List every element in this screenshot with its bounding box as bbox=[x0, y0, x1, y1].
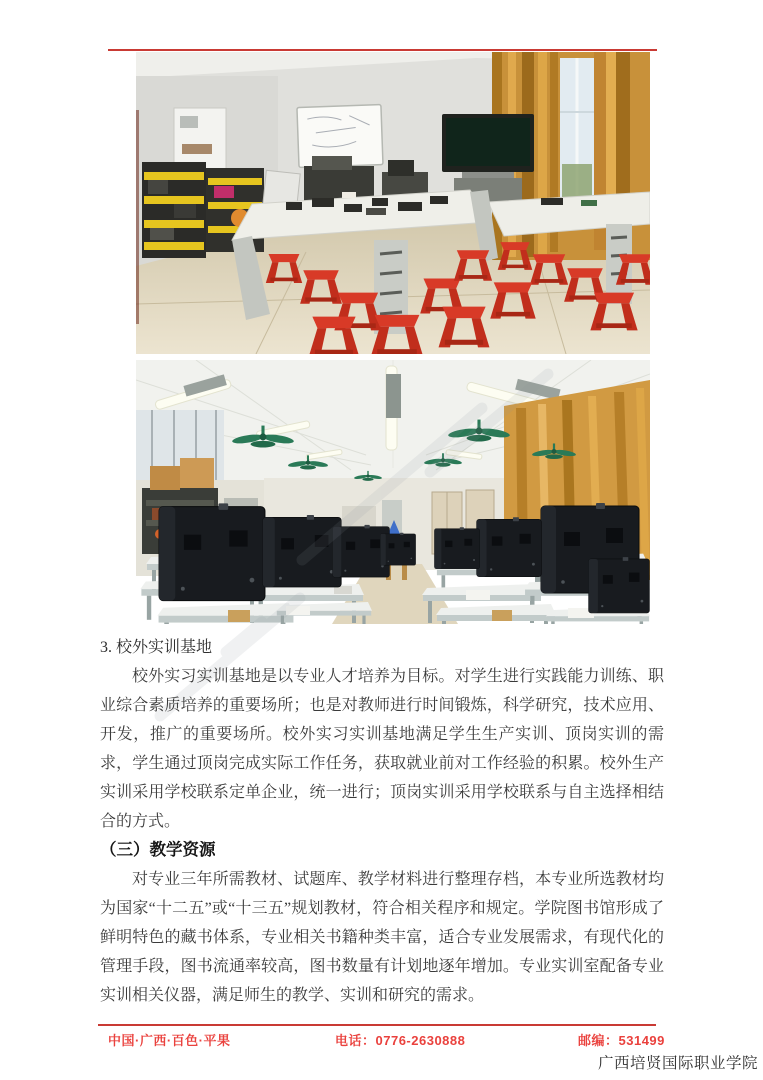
equipment-classroom-photo bbox=[136, 360, 650, 624]
robotics-lab-photo bbox=[136, 52, 650, 354]
footer-phone: 电话：0776-2630888 bbox=[335, 1033, 466, 1048]
equipment-classroom-photo-art bbox=[136, 360, 650, 624]
heading-offcampus-training-base: 3. 校外实训基地 bbox=[100, 639, 213, 656]
body-text bbox=[100, 633, 664, 1010]
robotics-lab-photo-art bbox=[136, 52, 650, 354]
college-name: 广西培贤国际职业学院 bbox=[597, 1055, 758, 1072]
footer-postal: 邮编：531499 bbox=[578, 1033, 665, 1048]
footer-location: 中国·广西·百色·平果 bbox=[108, 1033, 231, 1048]
footer-rule bbox=[98, 1024, 656, 1026]
heading-teaching-resources: （三）教学资源 bbox=[100, 841, 216, 859]
paragraph-teaching-resources: 对专业三年所需教材、试题库、教学材料进行整理存档，本专业所选教材均为国家“十二五”或“十三五”规划教材，符合相关程序和规定。学院图书馆形成了鲜明特色的藏书体系，专业相关书籍种类丰富，适合专业发展需求，有现代化的管理手段，图书流通率较高，图书数量有计划地逐年增加。专业实训室配备专业实训相关仪器，满足师生的教学、实训和研究的需求。 bbox=[100, 871, 664, 1004]
paragraph-offcampus-training-base: 校外实习实训基地是以专业人才培养为目标。对学生进行实践能力训练、职业综合素质培养的重要场所；也是对教师进行时间锻炼，科学研究，技术应用、开发，推广的重要场所。校外实习实训基地满足学生生产实训、顶岗实训的需求，学生通过顶岗完成实际工作任务，获取就业前对工作经验的积累。校外生产实训采用学校联系定单企业，统一进行；顶岗实训采用学校联系与自主选择相结合的方式。 bbox=[100, 668, 664, 830]
header-rule bbox=[108, 49, 657, 51]
